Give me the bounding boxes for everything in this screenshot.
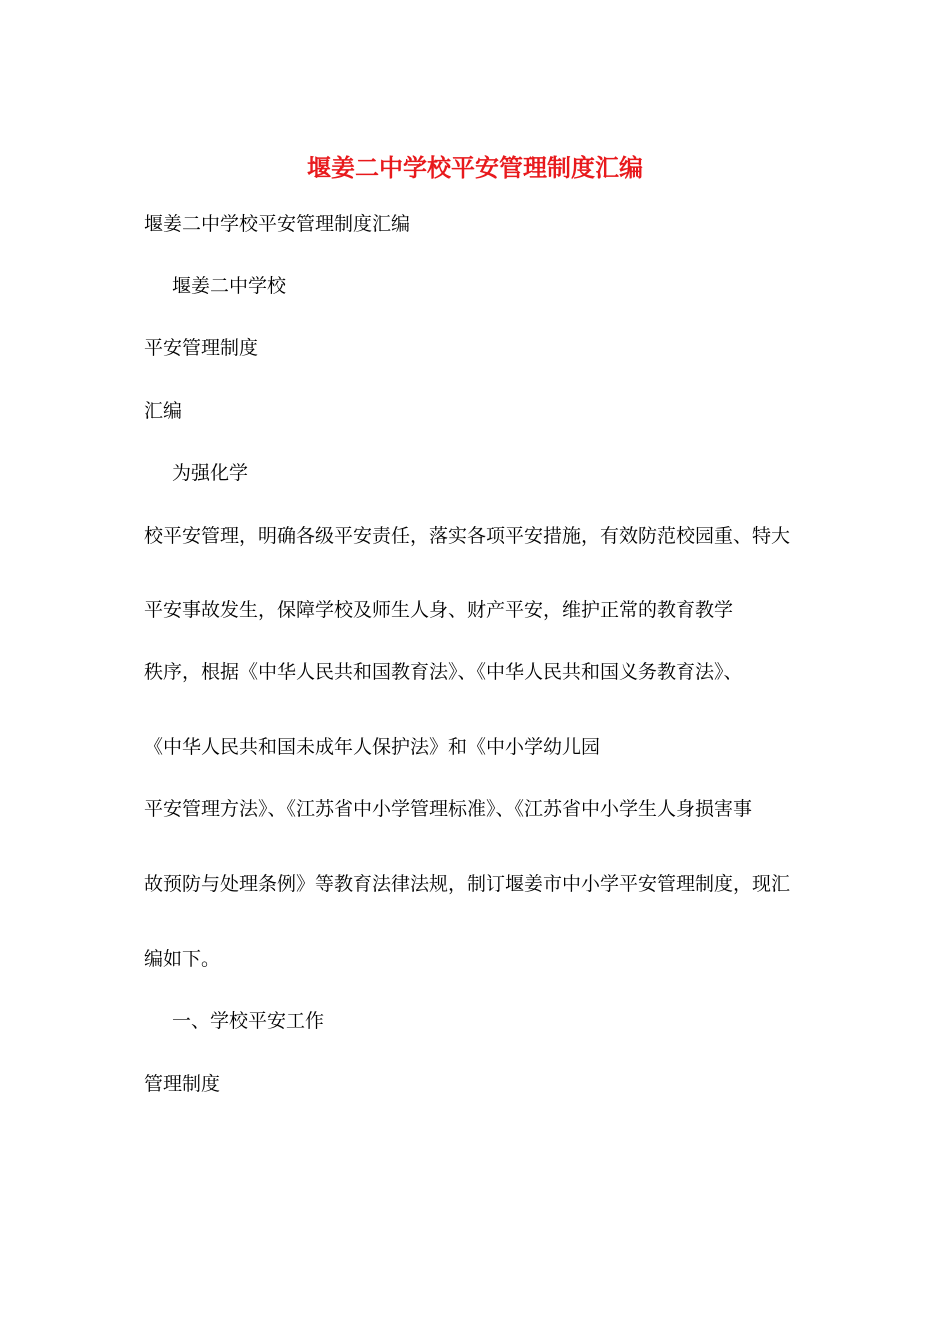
text-line: 堰姜二中学校 <box>172 275 287 297</box>
text-line: 堰姜二中学校平安管理制度汇编 <box>144 213 411 235</box>
text-line: 编如下。 <box>144 948 221 970</box>
text-line: 校平安管理，明确各级平安责任，落实各项平安措施，有效防范校园重、特大 <box>144 525 791 547</box>
text-line: 秩序，根据《中华人民共和国教育法》、《中华人民共和国义务教育法》、 <box>144 661 743 683</box>
text-line: 为强化学 <box>172 462 249 484</box>
text-line: 《中华人民共和国未成年人保护法》和《中小学幼儿园 <box>144 736 601 758</box>
text-line: 故预防与处理条例》等教育法律法规，制订堰姜市中小学平安管理制度，现汇 <box>144 873 791 895</box>
section-heading: 一、学校平安工作 <box>172 1010 325 1032</box>
text-line: 管理制度 <box>144 1073 221 1095</box>
text-line: 平安管理制度 <box>144 337 259 359</box>
text-line: 汇编 <box>144 400 183 422</box>
text-line: 平安管理方法》、《江苏省中小学管理标准》、《江苏省中小学生人身损害事 <box>144 798 753 820</box>
text-line: 平安事故发生，保障学校及师生人身、财产平安，维护正常的教育教学 <box>144 599 734 621</box>
document-title: 堰姜二中学校平安管理制度汇编 <box>307 153 643 182</box>
